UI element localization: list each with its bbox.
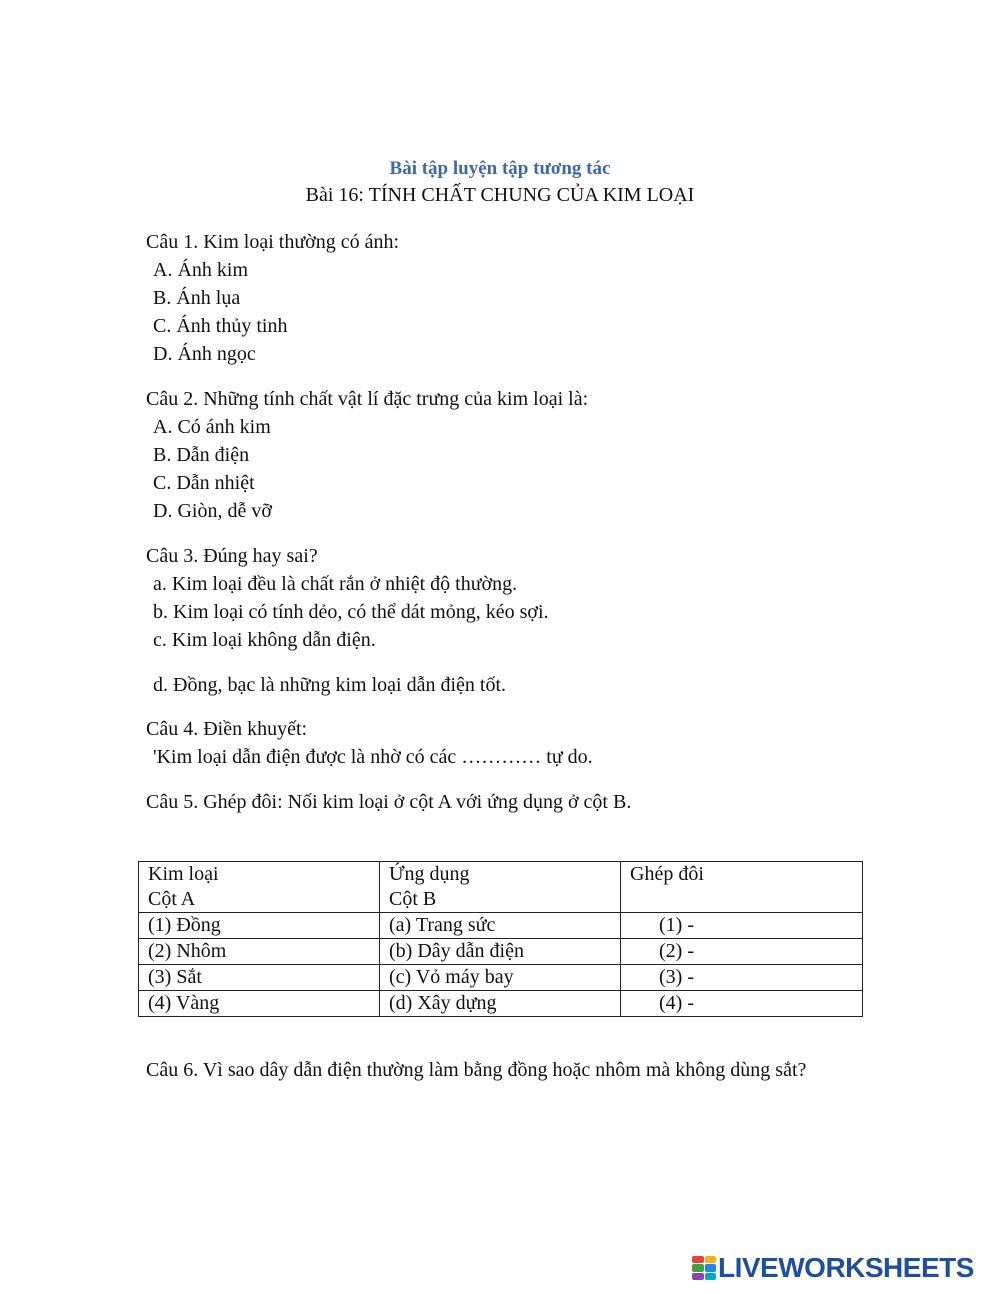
table-row (139, 913, 863, 939)
table-header-row (139, 862, 863, 913)
q2-option-d[interactable]: D. Giòn, dễ vỡ (153, 500, 272, 522)
q1-option-d[interactable]: D. Ánh ngọc (153, 343, 256, 365)
question-1: Câu 1. Kim loại thường có ánh: (146, 231, 400, 253)
header-a-sublabel: Cột A (148, 888, 196, 910)
q2-option-a[interactable]: A. Có ánh kim (153, 416, 271, 438)
table-row (139, 939, 863, 965)
table-row (139, 965, 863, 991)
logo-block (705, 1273, 717, 1280)
lesson-title: Bài 16: TÍNH CHẤT CHUNG CỦA KIM LOẠI (305, 184, 695, 206)
q3-statement-c[interactable]: c. Kim loại không dẫn điện. (153, 629, 376, 651)
header-column-a (139, 862, 380, 913)
q4-fill-sentence[interactable]: 'Kim loại dẫn điện được là nhờ có các ………… tự do. (153, 746, 593, 768)
question-6: Câu 6. Vì sao dây dẫn điện thường làm bằng đồng hoặc nhôm mà không dùng sắt? (146, 1059, 807, 1081)
cell-application: (d) Xây dựng (380, 991, 621, 1017)
cell-application: (b) Dây dẫn điện (380, 939, 621, 965)
header-b-label: Ứng dụng (389, 863, 470, 885)
question-3: Câu 3. Đúng hay sai? (146, 545, 318, 567)
matching-table (138, 861, 863, 1017)
logo-text: LIVEWORKSHEETS (718, 1252, 974, 1283)
cell-metal: (1) Đồng (139, 913, 380, 939)
question-4: Câu 4. Điền khuyết: (146, 718, 308, 740)
cell-application: (c) Vỏ máy bay (380, 965, 621, 991)
header-column-pair (621, 862, 863, 913)
cell-pair-input[interactable]: (3) - (621, 965, 863, 991)
logo-block (692, 1273, 704, 1280)
logo-block (692, 1256, 704, 1263)
cell-metal: (2) Nhôm (139, 939, 380, 965)
table-row (139, 991, 863, 1017)
header-b-sublabel: Cột B (389, 888, 437, 910)
q1-option-a[interactable]: A. Ánh kim (153, 259, 248, 281)
q3-statement-b[interactable]: b. Kim loại có tính dẻo, có thể dát mỏng, kéo sợi. (153, 601, 549, 623)
cell-metal: (3) Sắt (139, 965, 380, 991)
cell-pair-input[interactable]: (4) - (621, 991, 863, 1017)
q1-option-c[interactable]: C. Ánh thủy tinh (153, 315, 288, 337)
q3-statement-d[interactable]: d. Đồng, bạc là những kim loại dẫn điện tốt. (153, 674, 506, 696)
q3-statement-a[interactable]: a. Kim loại đều là chất rắn ở nhiệt độ thường. (153, 573, 518, 595)
cell-metal: (4) Vàng (139, 991, 380, 1017)
question-2: Câu 2. Những tính chất vật lí đặc trưng của kim loại là: (146, 388, 589, 410)
logo-blocks-icon (692, 1256, 716, 1280)
cell-pair-input[interactable]: (1) - (621, 913, 863, 939)
header-a-label: Kim loại (148, 863, 219, 885)
header-pair-label: Ghép đôi (630, 863, 704, 885)
worksheet-title: Bài tập luyện tập tương tác (389, 158, 611, 179)
cell-application: (a) Trang sức (380, 913, 621, 939)
question-5: Câu 5. Ghép đôi: Nối kim loại ở cột A với ứng dụng ở cột B. (146, 791, 632, 813)
cell-pair-input[interactable]: (2) - (621, 939, 863, 965)
q2-option-c[interactable]: C. Dẫn nhiệt (153, 472, 255, 494)
q2-option-b[interactable]: B. Dẫn điện (153, 444, 250, 466)
header-column-b (380, 862, 621, 913)
logo-block (692, 1264, 704, 1271)
logo-block (705, 1256, 717, 1263)
logo-block (705, 1264, 717, 1271)
q1-option-b[interactable]: B. Ánh lụa (153, 287, 241, 309)
liveworksheets-logo (692, 1253, 974, 1283)
